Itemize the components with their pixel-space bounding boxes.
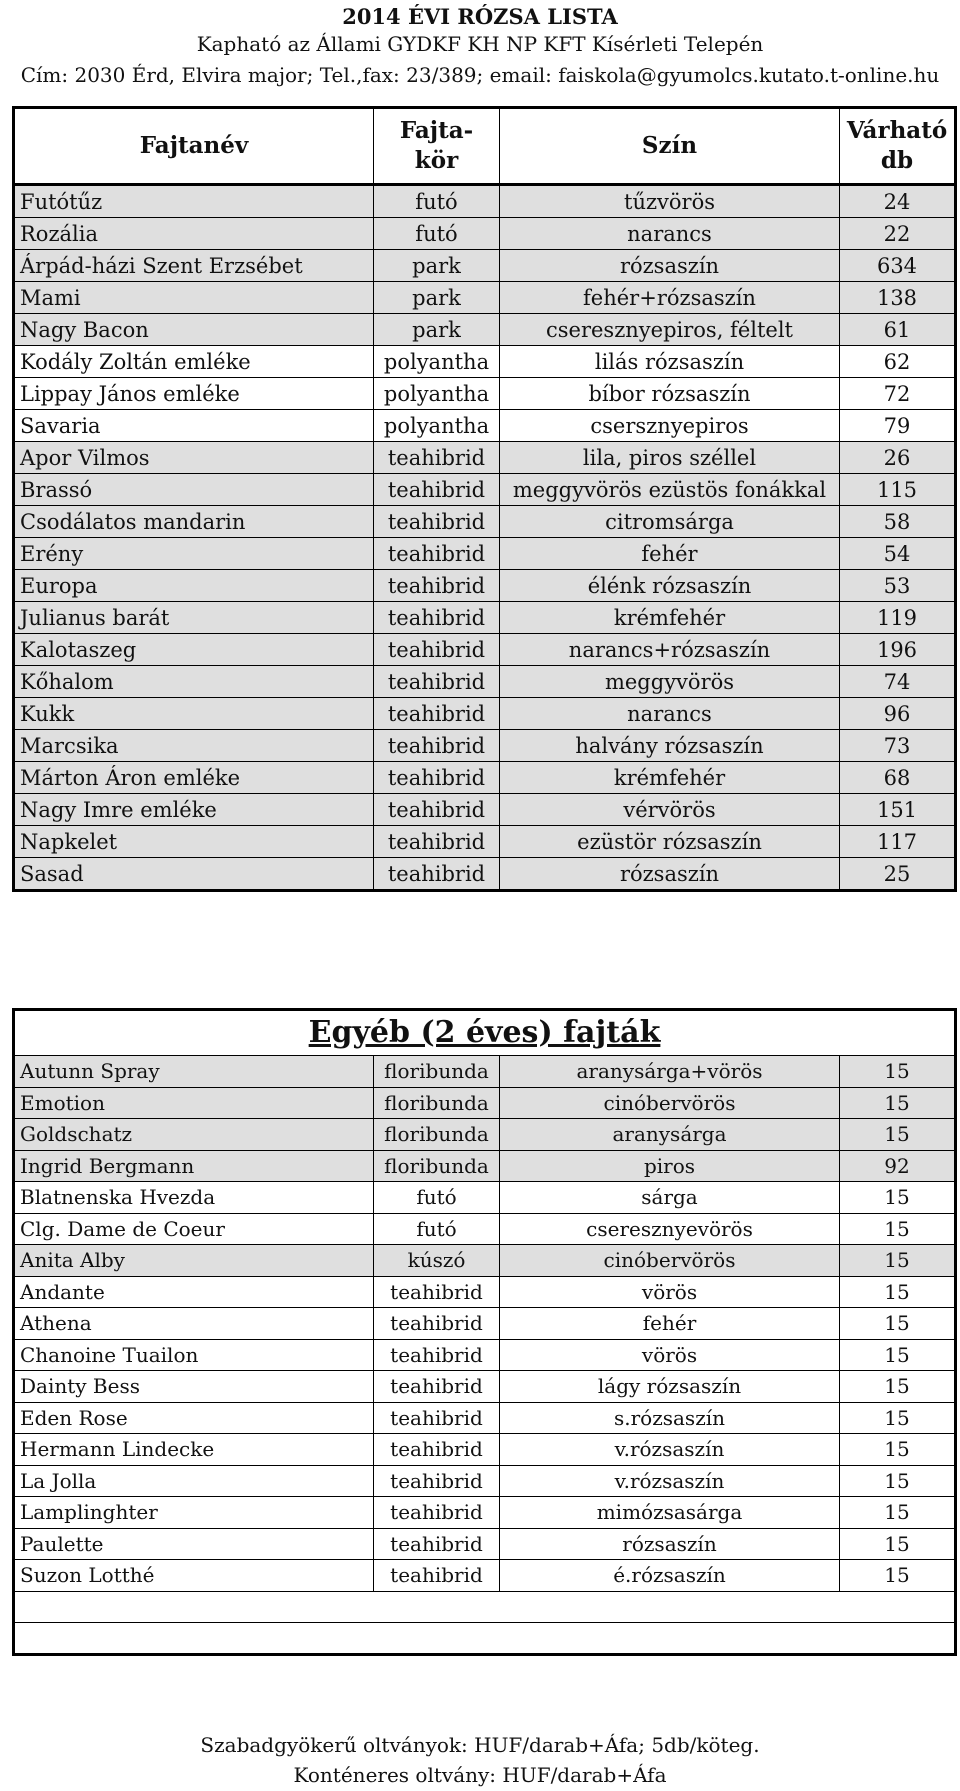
cell-color: rózsaszín	[500, 1528, 840, 1560]
cell-group: teahibrid	[374, 1497, 500, 1529]
column-header-group: Fajta- kör	[374, 108, 500, 185]
table-row	[14, 442, 956, 474]
cell-variety-name: Marcsika	[14, 730, 374, 762]
cell-variety-name: Csodálatos mandarin	[14, 506, 374, 538]
empty-cell	[14, 1622, 956, 1654]
cell-color: vörös	[500, 1339, 840, 1371]
cell-color: cinóbervörös	[500, 1087, 840, 1119]
cell-group: floribunda	[374, 1056, 500, 1088]
cell-count: 58	[840, 506, 956, 538]
table-row	[14, 1434, 956, 1466]
empty-cell	[14, 1591, 956, 1622]
cell-variety-name: Erény	[14, 538, 374, 570]
cell-color: v.rózsaszín	[500, 1465, 840, 1497]
table-row	[14, 1182, 956, 1214]
cell-color: meggyvörös	[500, 666, 840, 698]
footer-price-container: Konténeres oltvány: HUF/darab+Áfa	[293, 1763, 667, 1787]
cell-color: narancs	[500, 698, 840, 730]
cell-count: 15	[840, 1465, 956, 1497]
cell-group: teahibrid	[374, 474, 500, 506]
table-row	[14, 185, 956, 218]
table-row	[14, 1276, 956, 1308]
table-row	[14, 762, 956, 794]
cell-color: ezüstör rózsaszín	[500, 826, 840, 858]
table-row	[14, 666, 956, 698]
cell-group: teahibrid	[374, 634, 500, 666]
cell-count: 15	[840, 1182, 956, 1214]
cell-variety-name: Márton Áron emléke	[14, 762, 374, 794]
cell-count: 54	[840, 538, 956, 570]
cell-group: polyantha	[374, 378, 500, 410]
cell-variety-name: Julianus barát	[14, 602, 374, 634]
cell-group: teahibrid	[374, 1434, 500, 1466]
cell-color: piros	[500, 1150, 840, 1182]
cell-count: 196	[840, 634, 956, 666]
cell-count: 73	[840, 730, 956, 762]
cell-color: aranysárga	[500, 1119, 840, 1151]
cell-group: teahibrid	[374, 1560, 500, 1592]
column-header-color: Szín	[500, 108, 840, 185]
cell-color: mimózsasárga	[500, 1497, 840, 1529]
cell-variety-name: Sasad	[14, 858, 374, 891]
cell-variety-name: Emotion	[14, 1087, 374, 1119]
cell-count: 79	[840, 410, 956, 442]
cell-count: 53	[840, 570, 956, 602]
cell-group: futó	[374, 1182, 500, 1214]
cell-group: park	[374, 282, 500, 314]
cell-group: teahibrid	[374, 858, 500, 891]
cell-variety-name: Clg. Dame de Coeur	[14, 1213, 374, 1245]
cell-color: narancs	[500, 218, 840, 250]
table-row	[14, 378, 956, 410]
section-title-row	[14, 1010, 956, 1056]
cell-variety-name: Suzon Lotthé	[14, 1560, 374, 1592]
table-row	[14, 1371, 956, 1403]
table-row	[14, 1245, 956, 1277]
cell-variety-name: Kőhalom	[14, 666, 374, 698]
cell-group: teahibrid	[374, 1528, 500, 1560]
footer-price-bare-root: Szabadgyökerű oltványok: HUF/darab+Áfa; 5db/köteg.	[200, 1733, 760, 1757]
table-row	[14, 634, 956, 666]
table-row	[14, 1056, 956, 1088]
header-subtitle: Kapható az Állami GYDKF KH NP KFT Kísérleti Telepén	[196, 32, 764, 56]
table-row	[14, 282, 956, 314]
cell-color: s.rózsaszín	[500, 1402, 840, 1434]
cell-color: aranysárga+vörös	[500, 1056, 840, 1088]
cell-variety-name: Kukk	[14, 698, 374, 730]
cell-group: teahibrid	[374, 1402, 500, 1434]
cell-count: 15	[840, 1339, 956, 1371]
cell-variety-name: Anita Alby	[14, 1245, 374, 1277]
column-header-name: Fajtanév	[14, 108, 374, 185]
cell-variety-name: Kodály Zoltán emléke	[14, 346, 374, 378]
cell-count: 15	[840, 1560, 956, 1592]
cell-color: krémfehér	[500, 602, 840, 634]
cell-count: 15	[840, 1119, 956, 1151]
cell-color: vörös	[500, 1276, 840, 1308]
table-row	[14, 1497, 956, 1529]
cell-count: 15	[840, 1245, 956, 1277]
cell-group: futó	[374, 185, 500, 218]
empty-row	[14, 1622, 956, 1654]
cell-color: v.rózsaszín	[500, 1434, 840, 1466]
cell-variety-name: Goldschatz	[14, 1119, 374, 1151]
cell-count: 119	[840, 602, 956, 634]
cell-color: cseresznyepiros, féltelt	[500, 314, 840, 346]
cell-group: teahibrid	[374, 1465, 500, 1497]
cell-variety-name: Chanoine Tuailon	[14, 1339, 374, 1371]
cell-count: 15	[840, 1434, 956, 1466]
table-row	[14, 1528, 956, 1560]
cell-group: teahibrid	[374, 1308, 500, 1340]
cell-count: 74	[840, 666, 956, 698]
cell-variety-name: Kalotaszeg	[14, 634, 374, 666]
cell-color: meggyvörös ezüstös fonákkal	[500, 474, 840, 506]
cell-group: teahibrid	[374, 826, 500, 858]
table-row	[14, 698, 956, 730]
cell-variety-name: Andante	[14, 1276, 374, 1308]
cell-variety-name: Nagy Bacon	[14, 314, 374, 346]
cell-group: polyantha	[374, 346, 500, 378]
cell-count: 68	[840, 762, 956, 794]
cell-color: halvány rózsaszín	[500, 730, 840, 762]
cell-variety-name: Europa	[14, 570, 374, 602]
cell-color: narancs+rózsaszín	[500, 634, 840, 666]
cell-color: bíbor rózsaszín	[500, 378, 840, 410]
cell-color: tűzvörös	[500, 185, 840, 218]
cell-color: vérvörös	[500, 794, 840, 826]
main-rose-table	[12, 106, 957, 892]
column-header-count: Várható db	[840, 108, 956, 185]
table-row	[14, 858, 956, 891]
cell-count: 138	[840, 282, 956, 314]
cell-count: 92	[840, 1150, 956, 1182]
cell-group: teahibrid	[374, 698, 500, 730]
cell-count: 22	[840, 218, 956, 250]
cell-group: floribunda	[374, 1119, 500, 1151]
table-row	[14, 570, 956, 602]
header-contact: Cím: 2030 Érd, Elvira major; Tel.,fax: 23/389; email: faiskola@gyumolcs.kutato.t-online.hu	[20, 63, 940, 87]
cell-variety-name: Autunn Spray	[14, 1056, 374, 1088]
cell-group: teahibrid	[374, 1276, 500, 1308]
cell-count: 117	[840, 826, 956, 858]
cell-variety-name: Nagy Imre emléke	[14, 794, 374, 826]
table-row	[14, 794, 956, 826]
cell-group: teahibrid	[374, 1371, 500, 1403]
cell-count: 15	[840, 1087, 956, 1119]
cell-variety-name: Rozália	[14, 218, 374, 250]
table-row	[14, 1119, 956, 1151]
cell-color: é.rózsaszín	[500, 1560, 840, 1592]
cell-group: futó	[374, 1213, 500, 1245]
cell-group: futó	[374, 218, 500, 250]
cell-count: 26	[840, 442, 956, 474]
cell-color: citromsárga	[500, 506, 840, 538]
cell-variety-name: Dainty Bess	[14, 1371, 374, 1403]
table-row	[14, 1465, 956, 1497]
cell-count: 15	[840, 1497, 956, 1529]
cell-variety-name: Athena	[14, 1308, 374, 1340]
cell-color: cseresznyevörös	[500, 1213, 840, 1245]
cell-count: 15	[840, 1371, 956, 1403]
cell-color: sárga	[500, 1182, 840, 1214]
table-row	[14, 314, 956, 346]
cell-variety-name: Árpád-házi Szent Erzsébet	[14, 250, 374, 282]
table-row	[14, 1560, 956, 1592]
cell-group: teahibrid	[374, 730, 500, 762]
cell-group: polyantha	[374, 410, 500, 442]
cell-color: fehér	[500, 538, 840, 570]
table-row	[14, 1213, 956, 1245]
table-row	[14, 250, 956, 282]
cell-count: 62	[840, 346, 956, 378]
table-row	[14, 346, 956, 378]
cell-color: rózsaszín	[500, 858, 840, 891]
cell-count: 15	[840, 1528, 956, 1560]
cell-variety-name: Lippay János emléke	[14, 378, 374, 410]
table-row	[14, 602, 956, 634]
cell-color: rózsaszín	[500, 250, 840, 282]
cell-variety-name: Hermann Lindecke	[14, 1434, 374, 1466]
cell-count: 15	[840, 1056, 956, 1088]
cell-color: fehér	[500, 1308, 840, 1340]
cell-variety-name: Eden Rose	[14, 1402, 374, 1434]
cell-count: 25	[840, 858, 956, 891]
cell-group: floribunda	[374, 1150, 500, 1182]
cell-group: floribunda	[374, 1087, 500, 1119]
table-row	[14, 474, 956, 506]
cell-group: teahibrid	[374, 538, 500, 570]
cell-variety-name: Ingrid Bergmann	[14, 1150, 374, 1182]
cell-count: 24	[840, 185, 956, 218]
cell-color: csersznyepiros	[500, 410, 840, 442]
cell-variety-name: Lamplinghter	[14, 1497, 374, 1529]
cell-group: teahibrid	[374, 442, 500, 474]
cell-count: 61	[840, 314, 956, 346]
cell-count: 15	[840, 1308, 956, 1340]
cell-group: teahibrid	[374, 506, 500, 538]
section-title: Egyéb (2 éves) fajták	[14, 1010, 956, 1056]
empty-row	[14, 1591, 956, 1622]
cell-variety-name: Napkelet	[14, 826, 374, 858]
cell-count: 72	[840, 378, 956, 410]
table-row	[14, 1402, 956, 1434]
cell-variety-name: Brassó	[14, 474, 374, 506]
cell-color: lágy rózsaszín	[500, 1371, 840, 1403]
cell-variety-name: Paulette	[14, 1528, 374, 1560]
table-row	[14, 538, 956, 570]
cell-count: 634	[840, 250, 956, 282]
table-row	[14, 218, 956, 250]
cell-group: teahibrid	[374, 602, 500, 634]
cell-group: teahibrid	[374, 1339, 500, 1371]
table-row	[14, 730, 956, 762]
cell-group: kúszó	[374, 1245, 500, 1277]
cell-variety-name: Savaria	[14, 410, 374, 442]
table-row	[14, 410, 956, 442]
cell-count: 151	[840, 794, 956, 826]
cell-group: park	[374, 250, 500, 282]
cell-variety-name: Blatnenska Hvezda	[14, 1182, 374, 1214]
table-row	[14, 1308, 956, 1340]
cell-variety-name: Futótűz	[14, 185, 374, 218]
table-row	[14, 1150, 956, 1182]
main-table-header-row	[14, 108, 956, 185]
table-row	[14, 506, 956, 538]
cell-color: élénk rózsaszín	[500, 570, 840, 602]
other-table-body	[14, 1010, 956, 1655]
cell-color: cinóbervörös	[500, 1245, 840, 1277]
cell-count: 96	[840, 698, 956, 730]
table-row	[14, 826, 956, 858]
cell-color: krémfehér	[500, 762, 840, 794]
cell-variety-name: Apor Vilmos	[14, 442, 374, 474]
cell-group: teahibrid	[374, 666, 500, 698]
cell-count: 15	[840, 1402, 956, 1434]
table-row	[14, 1339, 956, 1371]
cell-group: park	[374, 314, 500, 346]
table-row	[14, 1087, 956, 1119]
main-table-body	[14, 185, 956, 891]
cell-group: teahibrid	[374, 762, 500, 794]
page-title: 2014 ÉVI RÓZSA LISTA	[342, 4, 618, 29]
cell-count: 115	[840, 474, 956, 506]
cell-group: teahibrid	[374, 570, 500, 602]
cell-count: 15	[840, 1213, 956, 1245]
cell-color: lilás rózsaszín	[500, 346, 840, 378]
cell-count: 15	[840, 1276, 956, 1308]
other-varieties-table	[12, 1008, 957, 1656]
cell-variety-name: Mami	[14, 282, 374, 314]
cell-variety-name: La Jolla	[14, 1465, 374, 1497]
cell-color: lila, piros széllel	[500, 442, 840, 474]
cell-color: fehér+rózsaszín	[500, 282, 840, 314]
cell-group: teahibrid	[374, 794, 500, 826]
